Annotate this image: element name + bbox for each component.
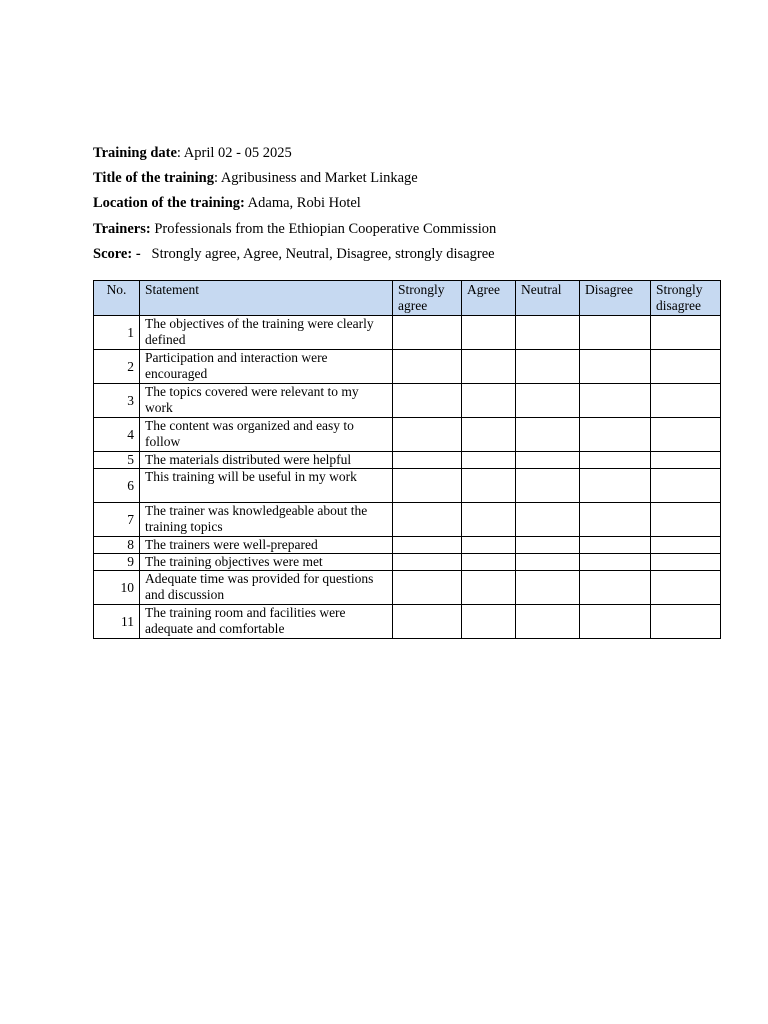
rating-cell-strongly-agree[interactable] xyxy=(393,554,462,571)
row-statement: The trainers were well-prepared xyxy=(140,537,393,554)
rating-cell-strongly-disagree[interactable] xyxy=(651,384,721,418)
header-neutral: Neutral xyxy=(516,281,580,316)
rating-cell-disagree[interactable] xyxy=(580,418,651,452)
rating-cell-disagree[interactable] xyxy=(580,316,651,350)
row-statement: The materials distributed were helpful xyxy=(140,452,393,469)
table-row xyxy=(94,316,721,350)
training-title-line xyxy=(93,170,733,186)
rating-cell-strongly-disagree[interactable] xyxy=(651,418,721,452)
evaluation-table xyxy=(93,280,721,639)
rating-cell-agree[interactable] xyxy=(462,469,516,503)
rating-cell-strongly-agree[interactable] xyxy=(393,503,462,537)
row-statement: This training will be useful in my work xyxy=(140,469,393,503)
table-row xyxy=(94,384,721,418)
rating-cell-agree[interactable] xyxy=(462,350,516,384)
table-row xyxy=(94,418,721,452)
rating-cell-neutral[interactable] xyxy=(516,571,580,605)
score-sep xyxy=(141,246,152,262)
rating-cell-disagree[interactable] xyxy=(580,571,651,605)
training-date-sep: : xyxy=(176,145,184,161)
rating-cell-strongly-agree[interactable] xyxy=(393,418,462,452)
table-row xyxy=(94,554,721,571)
rating-cell-strongly-disagree[interactable] xyxy=(651,350,721,384)
table-row xyxy=(94,350,721,384)
rating-cell-agree[interactable] xyxy=(462,537,516,554)
rating-cell-disagree[interactable] xyxy=(580,452,651,469)
score-value: Strongly agree, Agree, Neutral, Disagree, strongly disagree xyxy=(151,245,495,262)
row-number: 7 xyxy=(94,503,140,537)
training-location-line xyxy=(93,195,733,211)
training-title-sep: : xyxy=(213,170,221,187)
table-row xyxy=(94,537,721,554)
row-statement: The trainer was knowledgeable about the training topics xyxy=(140,503,393,537)
row-statement: The topics covered were relevant to my work xyxy=(140,384,393,418)
training-info xyxy=(93,145,733,271)
rating-cell-strongly-disagree[interactable] xyxy=(651,605,721,639)
rating-cell-neutral[interactable] xyxy=(516,605,580,639)
rating-cell-agree[interactable] xyxy=(462,554,516,571)
rating-cell-neutral[interactable] xyxy=(516,469,580,503)
table-header-row xyxy=(94,281,721,316)
table-row xyxy=(94,571,721,605)
rating-cell-strongly-disagree[interactable] xyxy=(651,503,721,537)
row-number: 10 xyxy=(94,571,140,605)
rating-cell-neutral[interactable] xyxy=(516,350,580,384)
rating-cell-disagree[interactable] xyxy=(580,537,651,554)
training-title-label: Title of the training xyxy=(93,170,214,187)
table-row xyxy=(94,503,721,537)
rating-cell-neutral[interactable] xyxy=(516,384,580,418)
rating-cell-strongly-disagree[interactable] xyxy=(651,452,721,469)
rating-cell-neutral[interactable] xyxy=(516,554,580,571)
training-date-value: April 02 - 05 2025 xyxy=(183,145,292,161)
row-statement: The content was organized and easy to follow xyxy=(140,418,393,452)
rating-cell-strongly-disagree[interactable] xyxy=(651,554,721,571)
rating-cell-disagree[interactable] xyxy=(580,350,651,384)
rating-cell-agree[interactable] xyxy=(462,418,516,452)
rating-cell-strongly-agree[interactable] xyxy=(393,469,462,503)
header-no: No. xyxy=(94,281,140,316)
rating-cell-agree[interactable] xyxy=(462,452,516,469)
rating-cell-agree[interactable] xyxy=(462,605,516,639)
rating-cell-strongly-agree[interactable] xyxy=(393,452,462,469)
rating-cell-disagree[interactable] xyxy=(580,605,651,639)
score-label: Score: - xyxy=(93,245,141,262)
training-title-value: Agribusiness and Market Linkage xyxy=(220,170,418,187)
rating-cell-strongly-agree[interactable] xyxy=(393,605,462,639)
training-date-label: Training date xyxy=(93,145,177,161)
rating-cell-neutral[interactable] xyxy=(516,537,580,554)
training-location-value: Adama, Robi Hotel xyxy=(247,195,361,212)
table-row xyxy=(94,605,721,639)
trainers-value: Professionals from the Ethiopian Cooperative Commission xyxy=(154,220,497,237)
row-number: 6 xyxy=(94,469,140,503)
row-statement: The training room and facilities were adequate and comfortable xyxy=(140,605,393,639)
rating-cell-agree[interactable] xyxy=(462,571,516,605)
row-statement: Adequate time was provided for questions and discussion xyxy=(140,571,393,605)
rating-cell-disagree[interactable] xyxy=(580,469,651,503)
row-number: 4 xyxy=(94,418,140,452)
header-strongly-disagree: Strongly disagree xyxy=(651,281,721,316)
row-number: 2 xyxy=(94,350,140,384)
rating-cell-neutral[interactable] xyxy=(516,503,580,537)
rating-cell-strongly-disagree[interactable] xyxy=(651,537,721,554)
rating-cell-strongly-agree[interactable] xyxy=(393,571,462,605)
rating-cell-strongly-agree[interactable] xyxy=(393,537,462,554)
row-statement: The objectives of the training were clearly defined xyxy=(140,316,393,350)
rating-cell-strongly-agree[interactable] xyxy=(393,316,462,350)
row-statement: The training objectives were met xyxy=(140,554,393,571)
rating-cell-strongly-agree[interactable] xyxy=(393,350,462,384)
rating-cell-strongly-agree[interactable] xyxy=(393,384,462,418)
row-number: 5 xyxy=(94,452,140,469)
header-disagree: Disagree xyxy=(580,281,651,316)
rating-cell-neutral[interactable] xyxy=(516,452,580,469)
rating-cell-agree[interactable] xyxy=(462,384,516,418)
row-number: 9 xyxy=(94,554,140,571)
rating-cell-agree[interactable] xyxy=(462,316,516,350)
training-location-label: Location of the training: xyxy=(93,195,245,212)
rating-cell-disagree[interactable] xyxy=(580,503,651,537)
rating-cell-neutral[interactable] xyxy=(516,316,580,350)
rating-cell-neutral[interactable] xyxy=(516,418,580,452)
row-number: 1 xyxy=(94,316,140,350)
row-statement: Participation and interaction were encouraged xyxy=(140,350,393,384)
row-number: 11 xyxy=(94,605,140,639)
score-line xyxy=(93,246,733,262)
header-strongly-agree: Strongly agree xyxy=(393,281,462,316)
training-date-line xyxy=(93,145,733,161)
trainers-label: Trainers: xyxy=(93,220,151,237)
row-number: 8 xyxy=(94,537,140,554)
rating-cell-disagree[interactable] xyxy=(580,384,651,418)
rating-cell-strongly-disagree[interactable] xyxy=(651,571,721,605)
trainers-line xyxy=(93,221,733,237)
table-row xyxy=(94,469,721,503)
table-row xyxy=(94,452,721,469)
rating-cell-disagree[interactable] xyxy=(580,554,651,571)
rating-cell-strongly-disagree[interactable] xyxy=(651,469,721,503)
rating-cell-strongly-disagree[interactable] xyxy=(651,316,721,350)
header-statement: Statement xyxy=(140,281,393,316)
header-agree: Agree xyxy=(462,281,516,316)
rating-cell-agree[interactable] xyxy=(462,503,516,537)
row-number: 3 xyxy=(94,384,140,418)
